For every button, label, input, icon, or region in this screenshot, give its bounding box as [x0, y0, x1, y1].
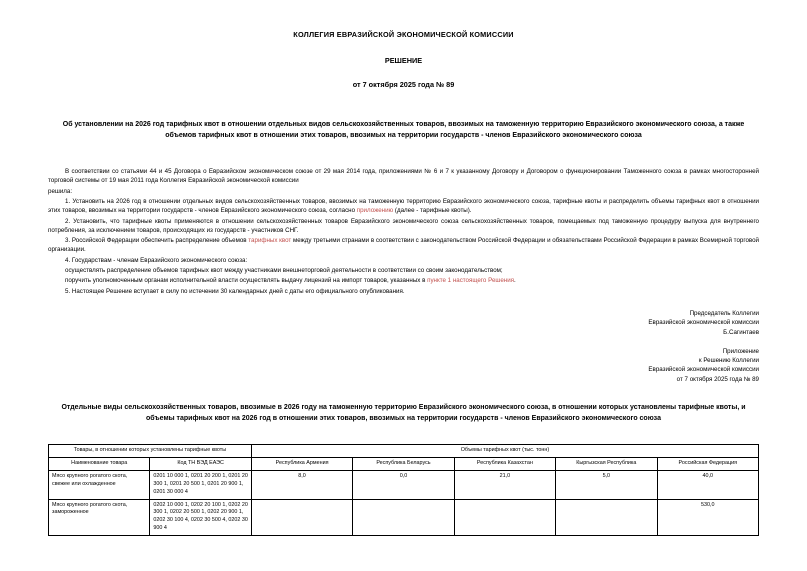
- annex-reference: [48, 347, 759, 384]
- annex-title: Отдельные виды сельскохозяйственных товаров, ввозимые в 2026 году на таможенную территорию Евразийского экономического союза, в отношении которых установлены тарифные квоты, и объемы тарифных квот на 2026 год в отношении этих товаров, ввозимых на территории государств - членов Евразийского экономического союза: [61, 404, 746, 423]
- cell-belarus: 0,0: [353, 471, 454, 499]
- preamble-paragraph: [48, 167, 759, 186]
- header-organization: КОЛЛЕГИЯ ЕВРАЗИЙСКОЙ ЭКОНОМИЧЕСКОЙ КОМИССИИ: [293, 30, 514, 39]
- cell-kyrgyzstan: [556, 499, 657, 535]
- table-row: [49, 499, 759, 535]
- item-1: [48, 197, 759, 216]
- cell-kyrgyzstan: 5,0: [556, 471, 657, 499]
- signature-line-1: Евразийской экономической комиссии: [648, 319, 759, 327]
- annex-line-2: Евразийской экономической комиссии: [648, 366, 759, 374]
- signature-block: [48, 309, 759, 337]
- signature-line-0: Председатель Коллегии: [689, 309, 759, 317]
- cell-goods-code: 0202 10 000 1, 0202 20 100 1, 0202 20 300 1, 0202 20 500 1, 0202 20 900 1, 0202 30 100 4, 0202 30 500 4, 0202 30 900 4: [150, 499, 251, 535]
- cell-armenia: [251, 499, 352, 535]
- item-4: 4. Государствам - членам Евразийского экономического союза:: [65, 256, 248, 264]
- column-header-kyrgyzstan: Кыргызская Республика: [556, 458, 657, 471]
- item-4-sub-b-link[interactable]: пункте 1 настоящего Решения: [427, 277, 515, 285]
- column-header-armenia: Республика Армения: [251, 458, 352, 471]
- cell-belarus: [353, 499, 454, 535]
- document-date-number: от 7 октября 2025 года № 89: [352, 80, 455, 90]
- preamble-text-1: В соответствии со статьями 44 и 45 Договора о Евразийском экономическом союзе от 29 мая 2014 года: [65, 168, 375, 176]
- preamble-tail: решила:: [48, 187, 73, 195]
- item-3: [48, 236, 759, 255]
- cell-kazakhstan: 21,0: [454, 471, 555, 499]
- quota-table: [48, 444, 759, 535]
- item-1-text: 1. Установить на 2026 год в отношении отдельных видов сельскохозяйственных товаров, ввозимых на таможенную территорию Евразийского экономического союза, тарифные квоты и распределить объемы тарифных квот в отношении этих товаров, ввозимых на территории государств - членов Евразийского экономического союза, согласно: [48, 198, 759, 215]
- cell-goods-name: Мясо крупного рогатого скота, замороженное: [49, 499, 150, 535]
- item-4-sub-b: [48, 276, 759, 285]
- column-header-kazakhstan: Республика Казахстан: [454, 458, 555, 471]
- group-header-volumes: Объемы тарифных квот (тыс. тонн): [251, 445, 758, 458]
- cell-russia: 40,0: [657, 471, 758, 499]
- preamble-text-2: , приложениями № 6 и 7 к указанному Договору и Договором о функционировании Таможенного союза в рамках многосторонней торговой системы от 19 мая 2011 года Коллегия Евразийской экономической комиссии: [48, 168, 759, 185]
- table-row: [49, 471, 759, 499]
- cell-russia: 530,0: [657, 499, 758, 535]
- item-4-sub-b-text: поручить уполномоченным органам исполнительной власти осуществлять выдачу лицензий на импорт товаров, указанных в: [65, 277, 426, 285]
- item-5: 5. Настоящее Решение вступает в силу по истечении 30 календарных дней с даты его официального опубликования.: [65, 287, 405, 295]
- cell-goods-code: 0201 10 000 1, 0201 20 200 1, 0201 20 300 1, 0201 20 500 1, 0201 20 900 1, 0201 30 000 4: [150, 471, 251, 499]
- document-body: [48, 167, 759, 296]
- item-3-tail: между третьими странами в соответствии с законодательством Российской Федерации и обязательствами Российской Федерации в рамках Всемирной торговой организации.: [48, 237, 759, 254]
- item-3-link[interactable]: тарифных квот: [248, 237, 292, 245]
- table-column-header-row: [49, 458, 759, 471]
- column-header-code: Код ТН ВЭД ЕАЭС: [150, 458, 251, 471]
- document-type: РЕШЕНИЕ: [384, 55, 423, 65]
- item-4-sub-a: осуществлять распределение объемов тарифных квот между участниками внешнеторговой деятельности в соответствии со своим законодательством;: [65, 267, 503, 275]
- cell-kazakhstan: [454, 499, 555, 535]
- annex-line-3: от 7 октября 2025 года № 89: [676, 375, 759, 383]
- table-group-header-row: [49, 445, 759, 458]
- item-2: 2. Установить, что тарифные квоты применяются в отношении сельскохозяйственных товаров Евразийского экономического союза сельскохозяйственных товаров, помещаемых под таможенную процедуру выпуска для внутреннего потребления, за исключением товаров, происходящих из государств - участников СНГ.: [48, 217, 759, 234]
- group-header-goods: Товары, в отношении которых установлены тарифные квоты: [49, 445, 252, 458]
- column-header-russia: Российская Федерация: [657, 458, 758, 471]
- column-header-belarus: Республика Беларусь: [353, 458, 454, 471]
- annex-line-1: к Решению Коллегии: [698, 357, 759, 365]
- item-3-text: 3. Российской Федерации обеспечить распределение объемов: [65, 237, 247, 245]
- cell-goods-name: Мясо крупного рогатого скота, свежее или охлажденное: [49, 471, 150, 499]
- item-4-sub-b-tail: .: [514, 277, 516, 285]
- signature-line-2: Б.Сагинтаев: [723, 328, 759, 336]
- cell-armenia: 8,0: [251, 471, 352, 499]
- document-subject: Об установлении на 2026 год тарифных квот в отношении отдельных видов сельскохозяйственных товаров, ввозимых на таможенную территорию Евразийского экономического союза, а также объемов тарифных квот в отношении этих товаров, ввозимых на территории государств - членов Евразийского экономического союза: [62, 120, 745, 139]
- item-1-link[interactable]: приложению: [356, 207, 394, 215]
- item-1-tail: (далее - тарифные квоты).: [394, 207, 472, 215]
- annex-line-0: Приложение: [722, 347, 759, 355]
- column-header-name: Наименование товара: [49, 458, 150, 471]
